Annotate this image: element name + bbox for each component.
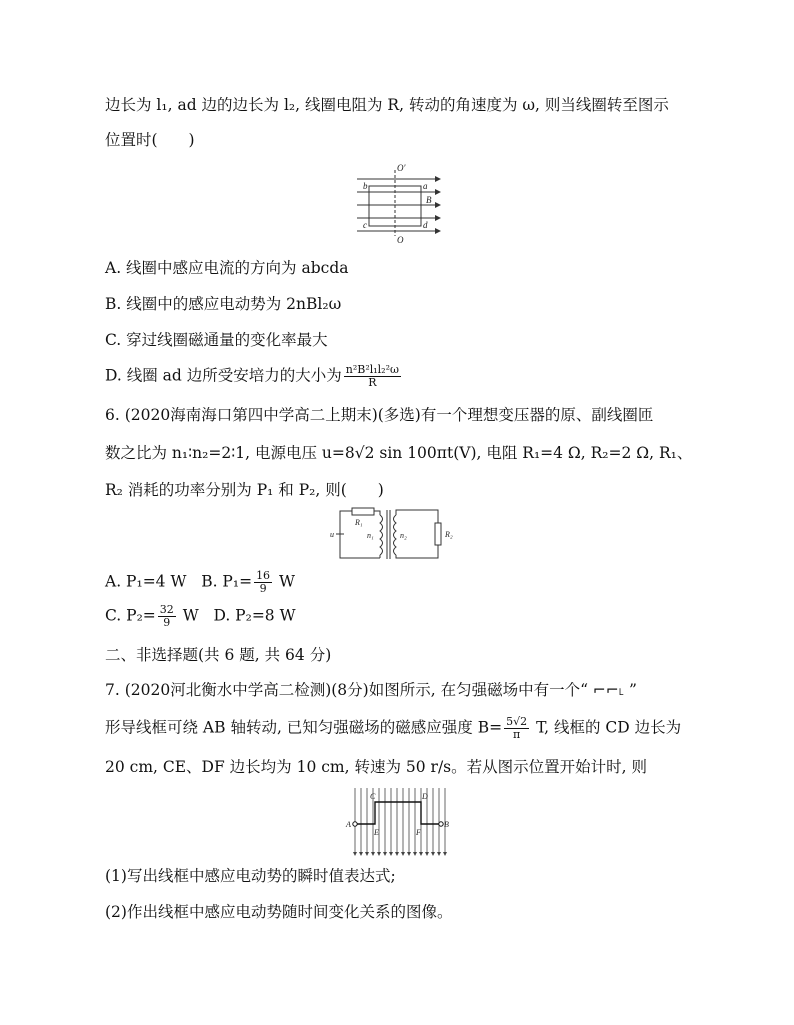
q7-field-numerator: 5√2 (506, 715, 528, 728)
q6-option-b-unit: W (279, 572, 295, 591)
q5-label-a: a (423, 181, 428, 191)
q6-option-c-denominator: 9 (163, 616, 171, 629)
q6-options-row1 (105, 570, 295, 595)
q5-option-b: B. 线圈中的感应电动势为 2nBl₂ω (105, 295, 342, 313)
q6-option-b-denominator: 9 (259, 582, 267, 595)
q6-option-c-fraction (158, 604, 176, 629)
q5-option-a: A. 线圈中感应电流的方向为 abcda (105, 259, 349, 277)
q5-option-d-fraction (344, 364, 401, 389)
q6-transformer-figure (328, 505, 468, 563)
q7-label-f: F (416, 828, 421, 837)
q5-stem-line2: 位置时( ) (105, 131, 195, 149)
q7-sub-question-2: (2)作出线框中感应电动势随时间变化关系的图像。 (105, 903, 453, 921)
q6-label-n2: n₂ (400, 531, 407, 540)
q6-stem-line3: R₂ 消耗的功率分别为 P₁ 和 P₂, 则( ) (105, 481, 384, 499)
q7-label-d: D (422, 792, 428, 801)
q6-option-b-numerator: 16 (256, 569, 271, 582)
q6-option-c-unit: W (182, 606, 199, 625)
q5-coil-figure (355, 162, 445, 244)
q6-option-b-fraction (254, 570, 272, 595)
q6-label-u: u (330, 530, 334, 539)
q5-option-d-denominator: R (368, 376, 377, 389)
q5-stem-line1: 边长为 l₁, ad 边的边长为 l₂, 线圈电阻为 R, 转动的角速度为 ω, 则当线圈转至图示 (105, 96, 669, 114)
q5-option-d-text: D. 线圈 ad 边所受安培力的大小为 (105, 366, 342, 385)
q6-label-n1: n₁ (367, 531, 374, 540)
q6-options-row2 (105, 604, 296, 629)
q6-stem-line1: 6. (2020海南海口第四中学高二上期末)(多选)有一个理想变压器的原、副线圈匝 (105, 406, 654, 424)
q7-label-b: B (444, 820, 449, 829)
q7-field-denominator: π (513, 728, 521, 741)
q6-stem-line2: 数之比为 n₁∶n₂=2∶1, 电源电压 u=8√2 sin 100πt(V), 电阻 R₁=4 Ω, R₂=2 Ω, R₁、 (105, 444, 693, 462)
q6-option-d: D. P₂=8 W (213, 606, 296, 625)
q5-option-c: C. 穿过线圈磁通量的变化率最大 (105, 331, 328, 349)
q5-option-d (105, 364, 403, 389)
q6-label-r2: R₂ (445, 530, 453, 539)
q7-field-fraction (504, 716, 529, 741)
q5-label-c: c (363, 220, 367, 230)
q5-label-d: d (423, 220, 428, 230)
q7-stem-line2 (105, 716, 681, 741)
q6-label-r1: R₁ (355, 518, 363, 527)
q6-option-b-prefix: B. P₁= (201, 572, 253, 591)
q7-label-c: C (370, 792, 376, 801)
q5-option-d-numerator: n²B²l₁l₂²ω (345, 363, 399, 376)
q7-label-e: E (374, 828, 379, 837)
q7-stem-line2-suffix: T, 线框的 CD 边长为 (536, 718, 682, 737)
q6-option-c-numerator: 32 (159, 603, 174, 616)
q5-label-o-top: O′ (397, 163, 406, 173)
q6-option-c-prefix: C. P₂= (105, 606, 156, 625)
q7-stem-line2-prefix: 形导线框可绕 AB 轴转动, 已知匀强磁场的磁感应强度 B= (105, 718, 503, 737)
q7-frame-figure (345, 786, 457, 858)
section-two-heading: 二、非选择题(共 6 题, 共 64 分) (105, 646, 332, 664)
q7-label-a: A (346, 820, 351, 829)
q6-option-a: A. P₁=4 W (105, 572, 187, 591)
q5-label-field-b: B (426, 195, 432, 205)
q7-stem-line3: 20 cm, CE、DF 边长均为 10 cm, 转速为 50 r/s。若从图示位置开始计时, 则 (105, 758, 647, 776)
q5-label-b: b (363, 181, 368, 191)
q7-sub-question-1: (1)写出线框中感应电动势的瞬时值表达式; (105, 867, 396, 885)
q7-stem-line1: 7. (2020河北衡水中学高二检测)(8分)如图所示, 在匀强磁场中有一个“ ⌐⌐˪ ” (105, 681, 637, 699)
q5-label-o-bottom: O (397, 235, 404, 244)
